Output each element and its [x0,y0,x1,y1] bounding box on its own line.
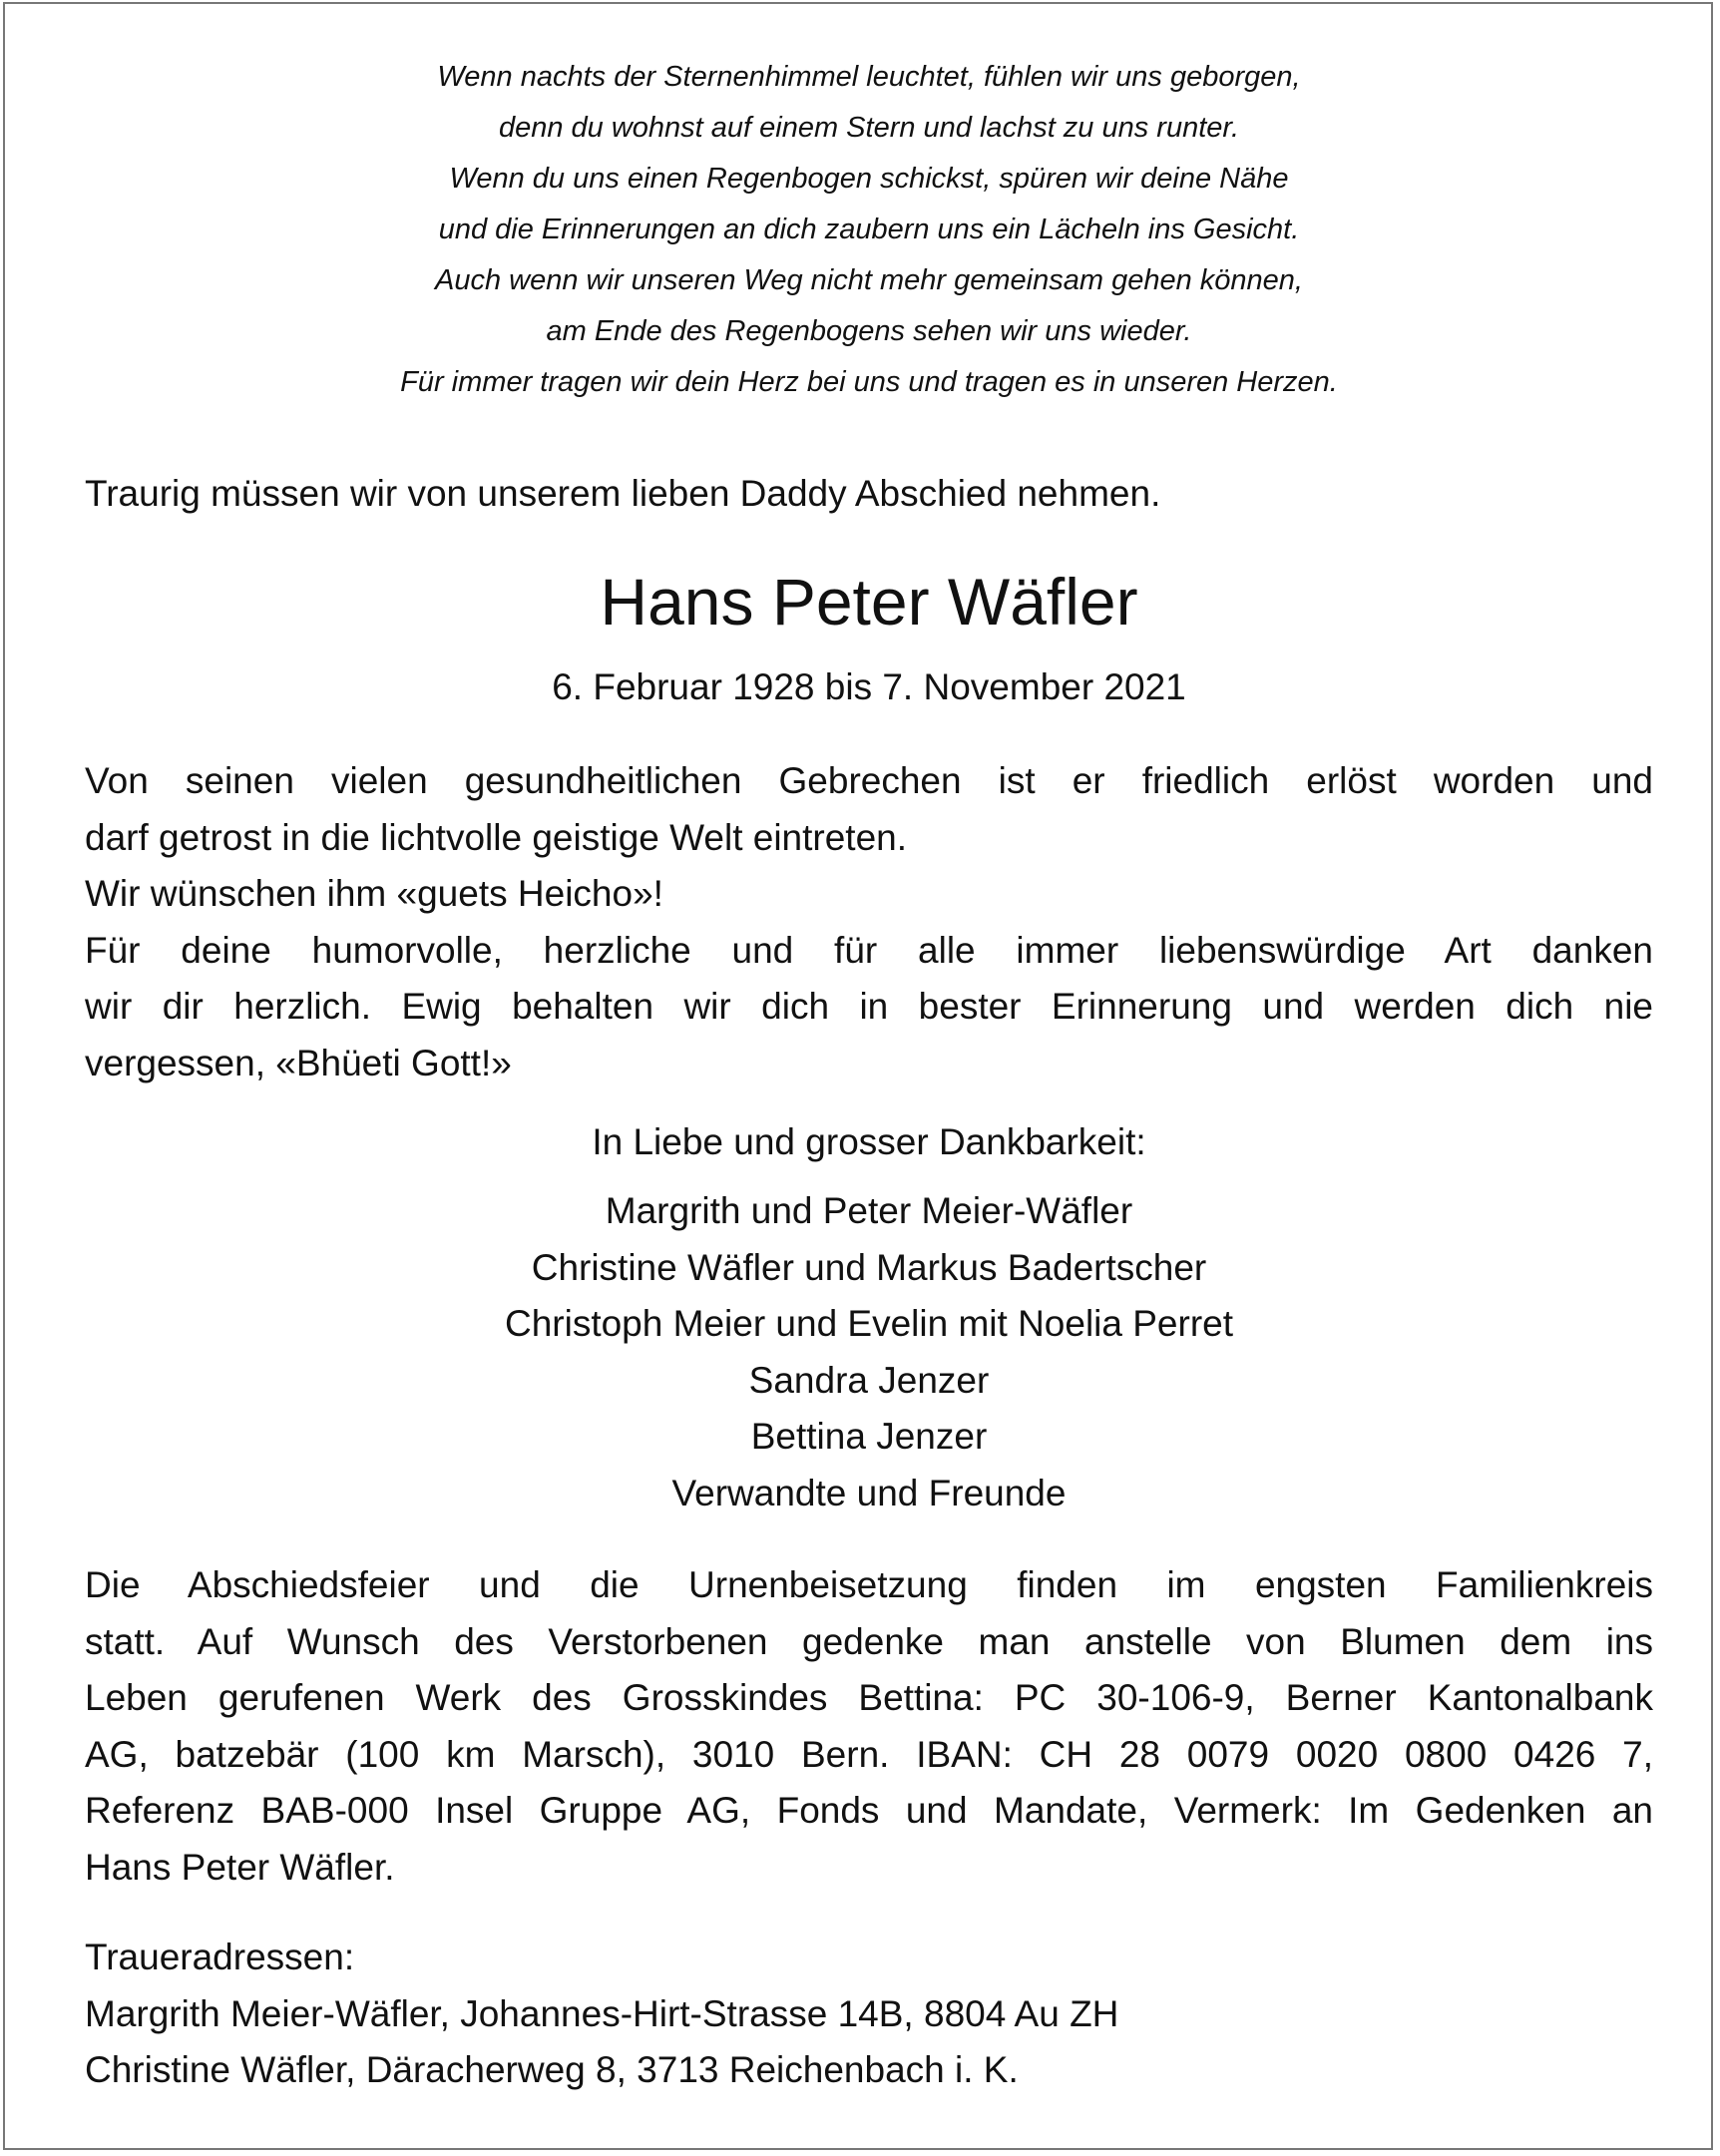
poem-line: Auch wenn wir unseren Weg nicht mehr gemeinsam gehen können, [435,264,1303,296]
poem [85,52,1653,408]
signoff: In Liebe und grosser Dankbarkeit: [592,1121,1146,1162]
address: Christine Wäfler, Däracherweg 8, 3713 Reichenbach i. K. [85,2049,1019,2090]
addresses-label: Traueradressen: [85,1937,355,1977]
text-line: vergessen, «Bhüeti Gott!» [85,1042,512,1083]
text-line: Referenz BAB-000 Insel Gruppe AG, Fonds und Mandate, Vermerk: Im Gedenken an [85,1790,1653,1831]
text-line: Von seinen vielen gesundheitlichen Gebrechen ist er friedlich erlöst worden und [85,760,1653,801]
deceased-name: Hans Peter Wäfler [600,565,1138,639]
poem-line: und die Erinnerungen an dich zaubern uns ein Lächeln ins Gesicht. [438,214,1300,245]
mourner: Bettina Jenzer [750,1416,988,1457]
text-line: Wir wünschen ihm «guets Heicho»! [85,873,663,914]
text-line: Für deine humorvolle, herzliche und für alle immer liebenswürdige Art danken [85,929,1653,971]
mourner: Verwandte und Freunde [671,1472,1067,1513]
mourner: Christine Wäfler und Markus Badertscher [531,1246,1207,1288]
mourner: Margrith und Peter Meier-Wäfler [605,1190,1133,1231]
text-line: AG, batzebär (100 km Marsch), 3010 Bern. IBAN: CH 28 0079 0020 0800 0426 7, [85,1733,1653,1775]
mourner: Sandra Jenzer [748,1359,990,1401]
mourner: Christoph Meier und Evelin mit Noelia Perret [504,1303,1234,1344]
poem-line: Für immer tragen wir dein Herz bei uns und tragen es in unseren Herzen. [400,366,1338,398]
notice [85,1557,1653,1896]
poem-line: denn du wohnst auf einem Stern und lachst zu uns runter. [498,112,1240,144]
message [85,753,1653,1091]
text-line: darf getrost in die lichtvolle geistige Welt eintreten. [85,816,908,858]
mourners-list [85,1183,1653,1521]
text-line: wir dir herzlich. Ewig behalten wir dich in bester Erinnerung und werden dich nie [85,986,1653,1027]
address: Margrith Meier-Wäfler, Johannes-Hirt-Strasse 14B, 8804 Au ZH [85,1992,1119,2034]
addresses [85,1930,1653,2099]
text-line: statt. Auf Wunsch des Verstorbenen gedenke man anstelle von Blumen dem ins [85,1620,1653,1662]
poem-line: Wenn du uns einen Regenbogen schickst, spüren wir deine Nähe [449,163,1289,195]
text-line: Die Abschiedsfeier und die Urnenbeisetzung finden im engsten Familienkreis [85,1564,1653,1605]
text-line: Hans Peter Wäfler. [85,1846,395,1888]
poem-line: Wenn nachts der Sternenhimmel leuchtet, fühlen wir uns geborgen, [437,61,1301,93]
text-line: Leben gerufenen Werk des Grosskindes Bettina: PC 30-106-9, Berner Kantonalbank [85,1677,1653,1718]
life-dates: 6. Februar 1928 bis 7. November 2021 [552,666,1186,707]
poem-line: am Ende des Regenbogens sehen wir uns wieder. [546,315,1192,347]
intro-text: Traurig müssen wir von unserem lieben Daddy Abschied nehmen. [85,473,1161,514]
